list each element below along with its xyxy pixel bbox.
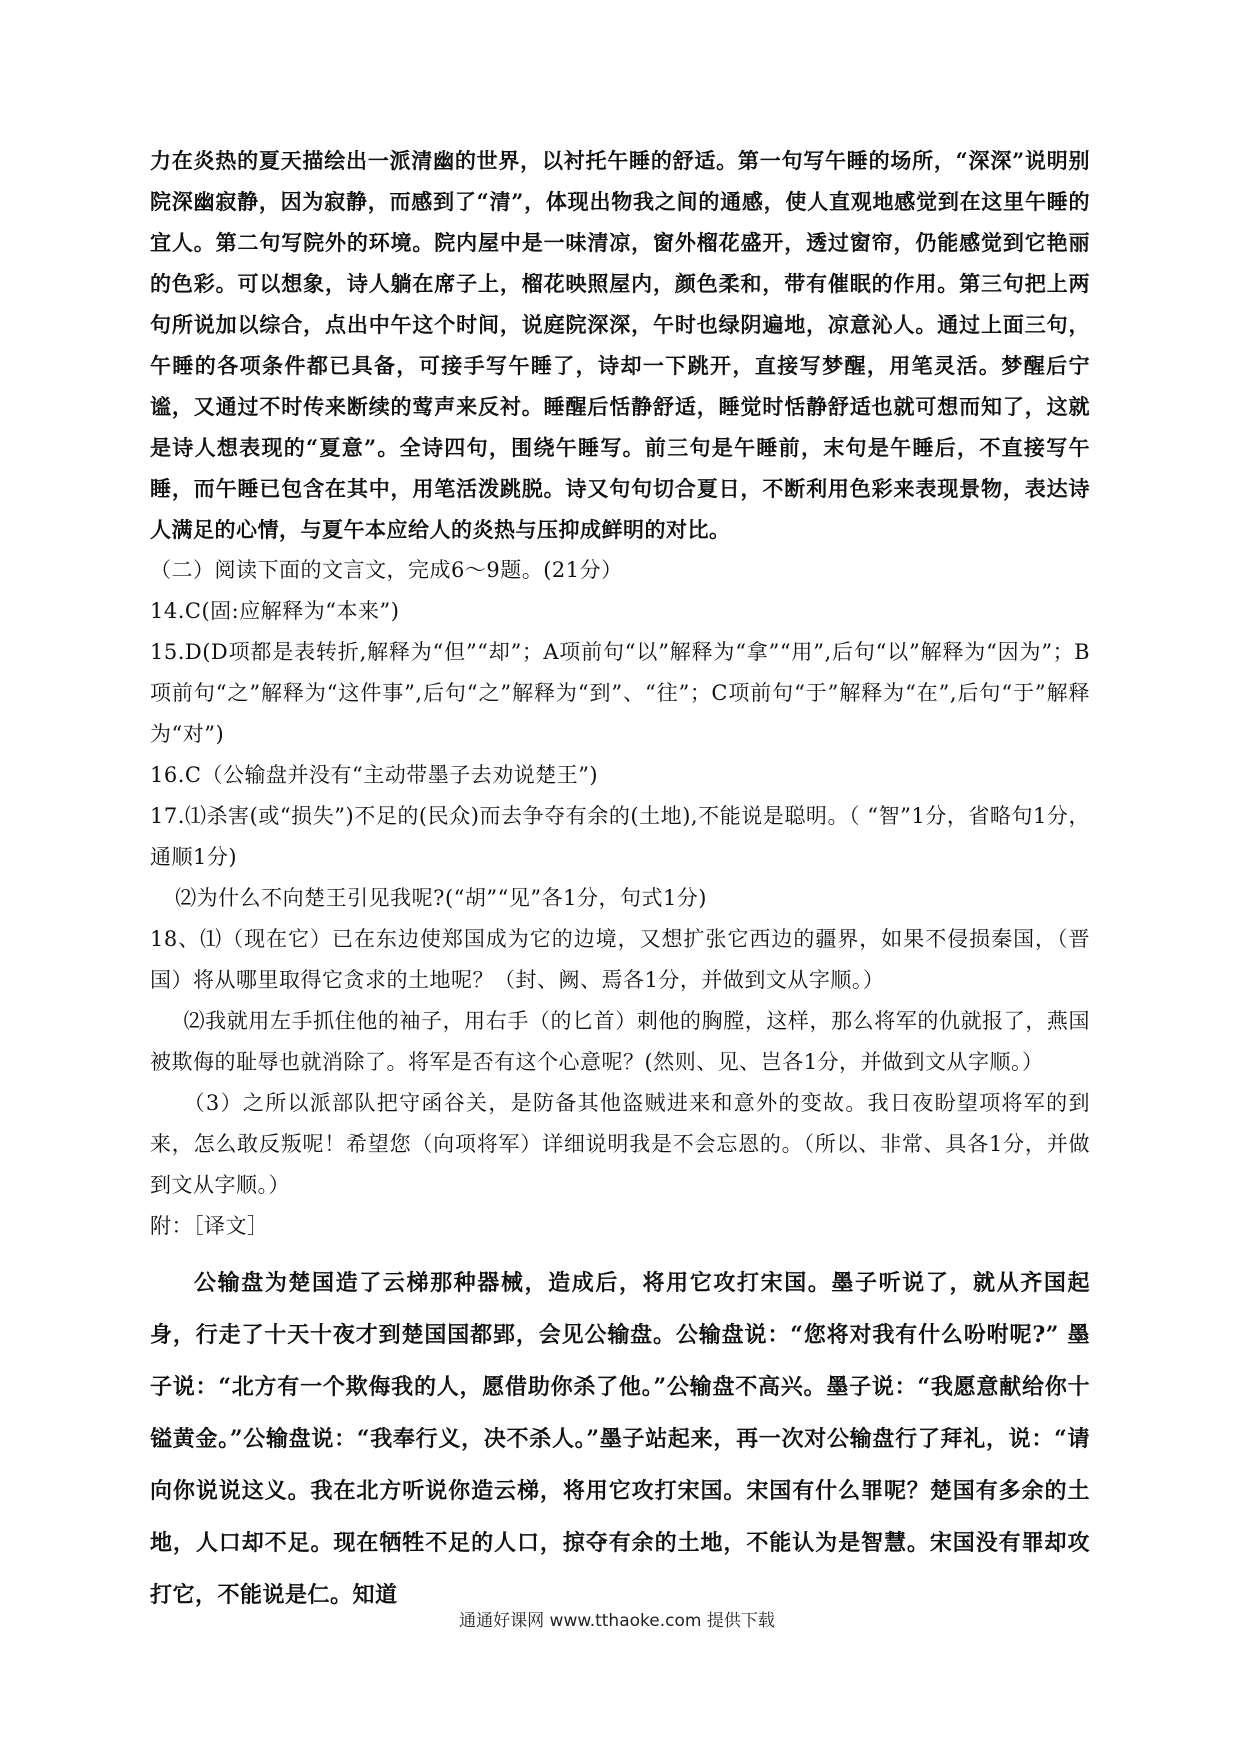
answer-q16: 16.C（公输盘并没有“主动带墨子去劝说楚王”) xyxy=(150,763,599,787)
answer-q15: 15.D(D项都是表转折,解释为“但”“却”；A项前句“以”解释为“拿”“用”,后句“以”解释为“因为”；B项前句“之”解释为“这件事”,后句“之”解释为“到”、“往”；C项前句“于”解释为“在”,后句“于”解释为“对”) xyxy=(150,640,1090,746)
page-footer: 通通好课网 www.tthaoke.com 提供下载 xyxy=(459,1611,775,1631)
spacer xyxy=(150,1247,1090,1257)
section-heading: （二）阅读下面的文言文，完成6～9题。(21分） xyxy=(150,558,623,582)
appendix-label: 附：［译文］ xyxy=(150,1214,269,1238)
answer-q14: 14.C(固:应解释为“本来”) xyxy=(150,599,400,623)
translation-paragraph: 公输盘为楚国造了云梯那种器械，造成后，将用它攻打宋国。墨子听说了，就从齐国起身，行走了十天十夜才到楚国国都郢，会见公输盘。公输盘说：“您将对我有什么吩咐呢?” 墨子说：“北方有一个欺侮我的人，愿借助你杀了他。”公输盘不高兴。墨子说：“我愿意献给你十镒黄金。”公输盘说：“我奉行义，决不杀人。”墨子站起来，再一次对公输盘行了拜礼，说：“请向你说说这义。我在北方听说你造云梯，将用它攻打宋国。宋国有什么罪呢？楚国有多余的土地，人口却不足。现在牺牲不足的人口，掠夺有余的土地，不能认为是智慧。宋国没有罪却攻打它，不能说是仁。知道 xyxy=(150,1270,1090,1608)
answer-q17-part2: ⑵为什么不向楚王引见我呢?(“胡”“见”各1分，句式1分) xyxy=(175,886,707,910)
answer-q17-part1: 17.⑴杀害(或“损失”)不足的(民众)而去争夺有余的(土地),不能说是聪明。（ “智”1分，省略句1分，通顺1分) xyxy=(150,804,1090,869)
answer-q18-part3: （3）之所以派部队把守函谷关，是防备其他盗贼进来和意外的变故。我日夜盼望项将军的到来，怎么敢反叛呢！希望您（向项将军）详细说明我是不会忘恩的。（所以、非常、具各1分，并做到文从字顺。） xyxy=(150,1091,1090,1197)
answer-q18-part1: 18、⑴（现在它）已在东边使郑国成为它的边境，又想扩张它西边的疆界，如果不侵损秦国，（晋国）将从哪里取得它贪求的土地呢？（封、阙、焉各1分，并做到文从字顺。） xyxy=(150,927,1090,992)
answer-q18-part2: ⑵我就用左手抓住他的袖子，用右手（的匕首）刺他的胸膛，这样，那么将军的仇就报了，燕国被欺侮的耻辱也就消除了。将军是否有这个心意呢？(然则、见、岂各1分，并做到文从字顺。） xyxy=(150,1009,1090,1074)
document-body xyxy=(150,140,1090,1621)
poem-analysis-paragraph: 力在炎热的夏天描绘出一派清幽的世界，以衬托午睡的舒适。第一句写午睡的场所，“深深”说明别院深幽寂静，因为寂静，而感到了“清”，体现出物我之间的通感，使人直观地感觉到在这里午睡的宜人。第二句写院外的环境。院内屋中是一味清凉，窗外榴花盛开，透过窗帘，仍能感觉到它艳丽的色彩。可以想象，诗人躺在席子上，榴花映照屋内，颜色柔和，带有催眠的作用。第三句把上两句所说加以综合，点出中午这个时间，说庭院深深，午时也绿阴遍地，凉意沁人。通过上面三句，午睡的各项条件都已具备，可接手写午睡了，诗却一下跳开，直接写梦醒，用笔灵活。梦醒后宁谧，又通过不时传来断续的莺声来反衬。睡醒后恬静舒适，睡觉时恬静舒适也就可想而知了，这就是诗人想表现的“夏意”。全诗四句，围绕午睡写。前三句是午睡前，末句是午睡后，不直接写午睡，而午睡已包含在其中，用笔活泼跳脱。诗又句句切合夏日，不断利用色彩来表现景物，表达诗人满足的心情，与夏午本应给人的炎热与压抑成鲜明的对比。 xyxy=(150,148,1090,542)
